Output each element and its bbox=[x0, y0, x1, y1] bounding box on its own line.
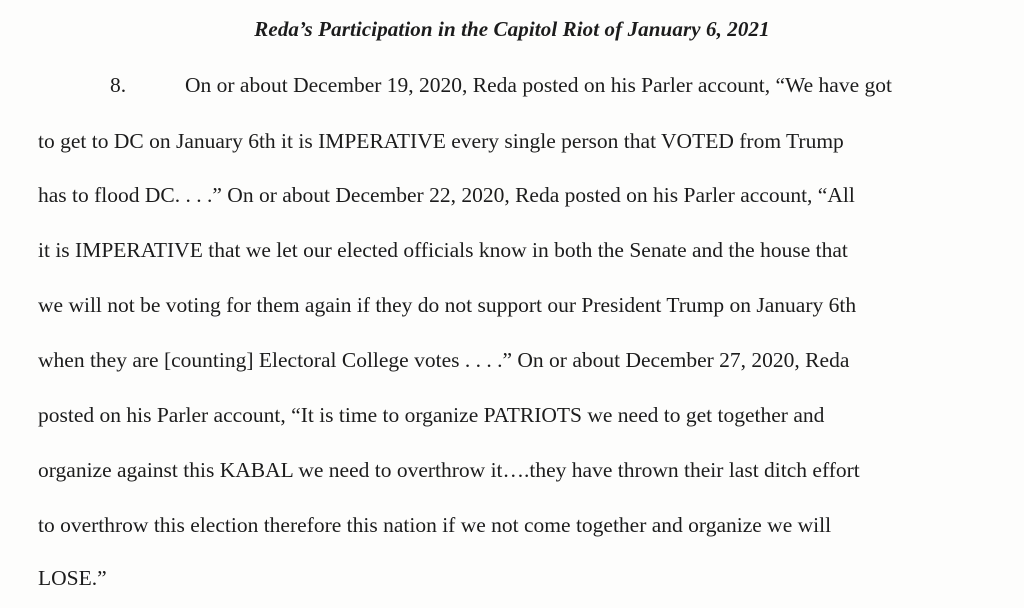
paragraph-line: On or about December 19, 2020, Reda posted on his Parler account, “We have got bbox=[185, 73, 892, 97]
paragraph-line: has to flood DC. . . .” On or about December 22, 2020, Reda posted on his Parler account, “All bbox=[38, 183, 855, 207]
paragraph-number: 8. bbox=[110, 73, 127, 97]
paragraph-line: it is IMPERATIVE that we let our elected officials know in both the Senate and the house that bbox=[38, 238, 848, 262]
paragraph-line: when they are [counting] Electoral College votes . . . .” On or about December 27, 2020, Reda bbox=[38, 348, 850, 372]
paragraph-line: posted on his Parler account, “It is time to organize PATRIOTS we need to get together and bbox=[38, 403, 825, 427]
paragraph-line: organize against this KABAL we need to overthrow it….they have thrown their last ditch effort bbox=[38, 458, 860, 482]
paragraph-line: to overthrow this election therefore this nation if we not come together and organize we will bbox=[38, 513, 832, 537]
paragraph-line: to get to DC on January 6th it is IMPERATIVE every single person that VOTED from Trump bbox=[38, 129, 844, 153]
paragraph-line: LOSE.” bbox=[38, 566, 107, 590]
section-heading: Reda’s Participation in the Capitol Riot of January 6, 2021 bbox=[254, 17, 770, 41]
paragraph-line: we will not be voting for them again if they do not support our President Trump on January 6th bbox=[38, 293, 857, 317]
